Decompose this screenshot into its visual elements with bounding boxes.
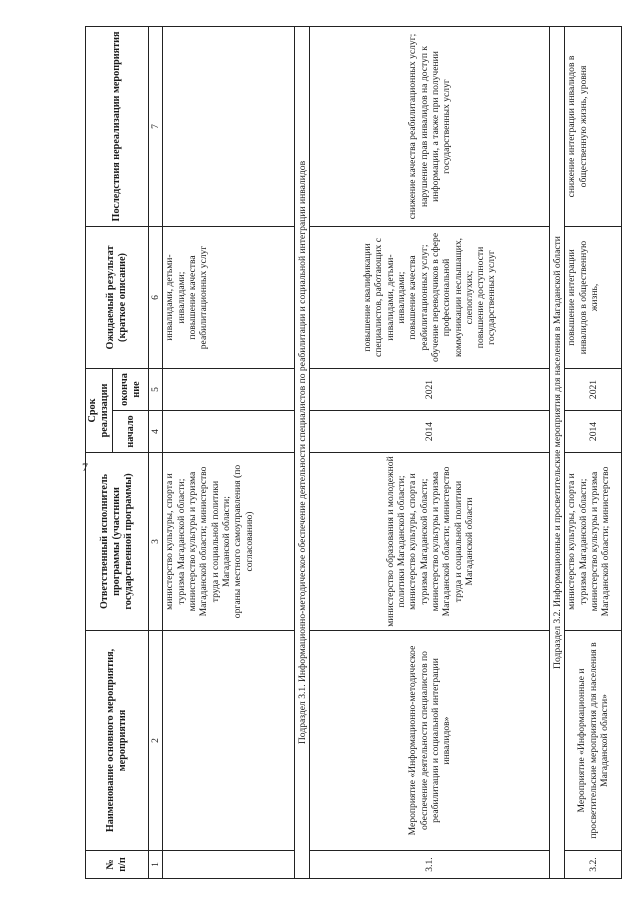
program-measures-table bbox=[85, 26, 622, 879]
column-number: 3 bbox=[149, 453, 163, 631]
cell-num: 3.1. bbox=[310, 851, 550, 879]
header-executor: Ответственный исполнитель программы (участники государственной программы) bbox=[86, 453, 149, 631]
subsection-row bbox=[550, 26, 565, 878]
column-number: 6 bbox=[149, 226, 163, 368]
subsection-title: Подраздел 3.1. Информационно-методическое обеспечение деятельности специалистов по реабилитации и социальной интеграции инвалидов bbox=[295, 26, 310, 878]
cell-start: 2014 bbox=[310, 411, 550, 453]
subsection-row bbox=[295, 26, 310, 878]
table-row-continued bbox=[163, 26, 295, 878]
cell-result: повышение квалификации специалистов, работающих с инвалидами, детьми-инвалидами; повышение качества реабилитационных услуг; обучение переводчиков в сфере профессиональной коммуникации неслышащих, слепоглухих; повышение доступности государственных услуг bbox=[310, 226, 550, 368]
cell-num: 3.2. bbox=[565, 851, 622, 879]
column-number: 7 bbox=[149, 26, 163, 226]
header-end: оконча ние bbox=[113, 368, 149, 410]
cell-empty bbox=[163, 631, 295, 851]
cell-name: Мероприятие «Информационно-методическое обеспечение деятельности специалистов по реабилитации и социальной интеграции инвалидов» bbox=[310, 631, 550, 851]
cell-empty bbox=[163, 26, 295, 226]
column-number: 1 bbox=[149, 851, 163, 879]
header-result: Ожидаемый результат (краткое описание) bbox=[86, 226, 149, 368]
column-number: 5 bbox=[149, 368, 163, 410]
column-number: 2 bbox=[149, 631, 163, 851]
cell-end: 2021 bbox=[310, 368, 550, 410]
cell-executor: министерство культуры, спорта и туризма Магаданской области; министерство культуры и туризма Магаданской области; министерство труда и социальной политики Магаданской области; органы местного самоуправления (по согласованию) bbox=[163, 453, 295, 631]
cell-start: 2014 bbox=[565, 411, 622, 453]
cell-end: 2021 bbox=[565, 368, 622, 410]
subsection-title: Подраздел 3.2. Информационные и просветительские мероприятия для населения в Магаданской области bbox=[550, 26, 565, 878]
header-start: начало bbox=[113, 411, 149, 453]
column-numbers-row bbox=[149, 26, 163, 878]
table-row-3-2 bbox=[565, 26, 622, 878]
header-row bbox=[86, 26, 113, 878]
header-consequences: Последствия нереализации мероприятия bbox=[86, 26, 149, 226]
cell-consequences: снижение интеграции инвалидов в общественную жизнь, уровня bbox=[565, 26, 622, 226]
cell-executor: министерство образования и молодежной политики Магаданской области; министерство культуры, спорта и туризма Магаданской области; министерство культуры и туризма Магаданской области; министерство труда и социальной политики Магаданской области bbox=[310, 453, 550, 631]
header-name: Наименование основного мероприятия, мероприятия bbox=[86, 631, 149, 851]
table-row-3-1 bbox=[310, 26, 550, 878]
cell-empty bbox=[163, 851, 295, 879]
cell-result: инвалидами, детьми-инвалидами; повышение качества реабилитационных услуг bbox=[163, 226, 295, 368]
header-period: Срок реализации bbox=[86, 368, 113, 452]
cell-empty bbox=[163, 368, 295, 410]
cell-executor: министерство культуры, спорта и туризма Магаданской области; министерство культуры и туризма Магаданской области; министерство bbox=[565, 453, 622, 631]
cell-consequences: снижение качества реабилитационных услуг; нарушение прав инвалидов на доступ к информации, а также при получении государственных услуг bbox=[310, 26, 550, 226]
column-number: 4 bbox=[149, 411, 163, 453]
cell-result: повышение интеграции инвалидов в общественную жизнь, bbox=[565, 226, 622, 368]
cell-name: Мероприятие «Информационные и просветительские мероприятия для населения в Магаданской области» bbox=[565, 631, 622, 851]
cell-empty bbox=[163, 411, 295, 453]
page-number: 7 bbox=[82, 460, 88, 474]
header-num: № п/п bbox=[86, 851, 149, 879]
